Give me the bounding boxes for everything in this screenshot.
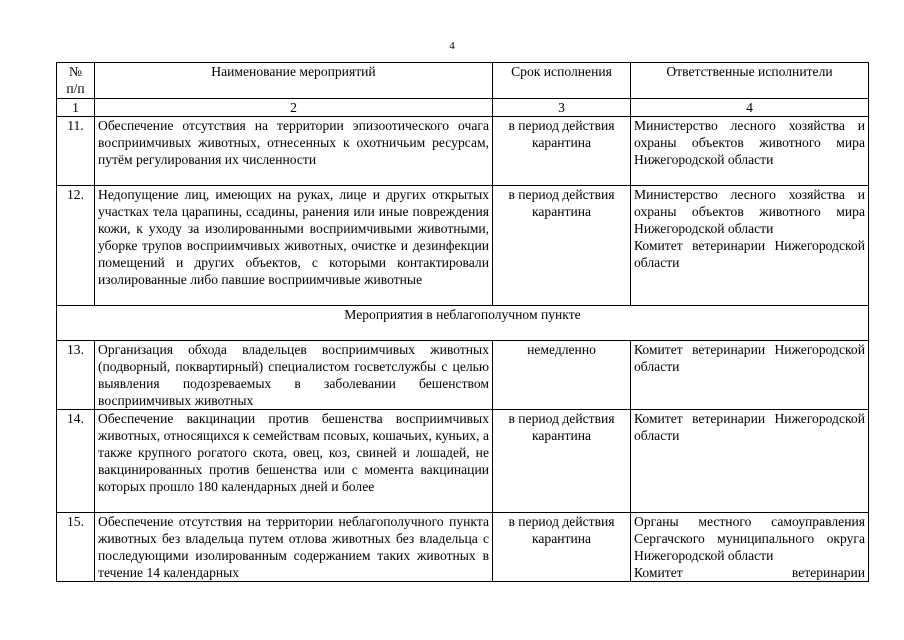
header-term: Срок исполнения: [493, 63, 631, 99]
measure-term: немедленно: [493, 341, 631, 410]
measure-responsible: [631, 186, 869, 306]
measure-name: Организация обхода владельцев восприимчивых животных (подворный, поквартирный) специалистом госветслужбы с целью выявления подозреваемых в заболевании бешенством восприимчивых животных: [95, 341, 493, 410]
responsible-party: Министерство лесного хозяйства и охраны объектов животного мира Нижегородской области: [634, 187, 865, 236]
table-row: [57, 186, 869, 306]
column-number: 2: [95, 99, 493, 117]
measure-name: Обеспечение отсутствия на территории неблагополучного пункта животных без владельца путем отлова животных без владельца с последующими изолированным содержанием таких животных в течение 14 календарных: [95, 513, 493, 582]
column-number: 4: [631, 99, 869, 117]
measure-responsible: [631, 513, 869, 582]
column-number: 3: [493, 99, 631, 117]
responsible-party: Органы местного самоуправления Сергачского муниципального округа Нижегородской области: [634, 514, 865, 563]
row-number: 14.: [57, 410, 95, 513]
responsible-party: Комитет ветеринарии: [634, 565, 865, 580]
row-number: 11.: [57, 117, 95, 186]
header-number: [57, 63, 95, 99]
row-number: 12.: [57, 186, 95, 306]
measure-responsible: Министерство лесного хозяйства и охраны объектов животного мира Нижегородской области: [631, 117, 869, 186]
measure-term: в период действия карантина: [493, 410, 631, 513]
table-row: [57, 410, 869, 513]
measure-name: Недопущение лиц, имеющих на руках, лице и других открытых участках тела царапины, ссадины, ранения или иные повреждения кожи, к уходу за изолированными восприимчивыми животными, уборке трупов восприимчивых животных, очистке и дезинфекции помещений и других объектов, с которыми контактировали изолированные либо павшие восприимчивые животные: [95, 186, 493, 306]
measure-name: Обеспечение отсутствия на территории эпизоотического очага восприимчивых животных, отнесенных к охотничьим ресурсам, путём регулирования их численности: [95, 117, 493, 186]
table-row: [57, 117, 869, 186]
table-header-row: [57, 63, 869, 99]
column-number: 1: [57, 99, 95, 117]
row-number: 13.: [57, 341, 95, 410]
table-row: [57, 513, 869, 582]
row-number: 15.: [57, 513, 95, 582]
responsible-party: Комитет ветеринарии Нижегородской области: [634, 238, 865, 270]
measures-table: [56, 62, 869, 582]
header-responsible: Ответственные исполнители: [631, 63, 869, 99]
column-numbers-row: [57, 99, 869, 117]
measure-term: в период действия карантина: [493, 186, 631, 306]
page-number: 4: [449, 40, 455, 52]
header-number-sign: №: [69, 64, 82, 79]
table-row: [57, 341, 869, 410]
header-number-abbr: п/п: [66, 81, 85, 96]
measure-responsible: Комитет ветеринарии Нижегородской области: [631, 410, 869, 513]
measure-term: в период действия карантина: [493, 117, 631, 186]
section-title: Мероприятия в неблагополучном пункте: [57, 306, 869, 341]
measure-term: в период действия карантина: [493, 513, 631, 582]
measure-name: Обеспечение вакцинации против бешенства восприимчивых животных, относящихся к семействам псовых, кошачьих, куньих, а также крупного рогатого скота, овец, коз, свиней и лошадей, не вакцинированных против бешенства или с момента вакцинации которых прошло 180 календарных дней и более: [95, 410, 493, 513]
header-name: Наименование мероприятий: [95, 63, 493, 99]
measure-responsible: Комитет ветеринарии Нижегородской области: [631, 341, 869, 410]
section-row: [57, 306, 869, 341]
